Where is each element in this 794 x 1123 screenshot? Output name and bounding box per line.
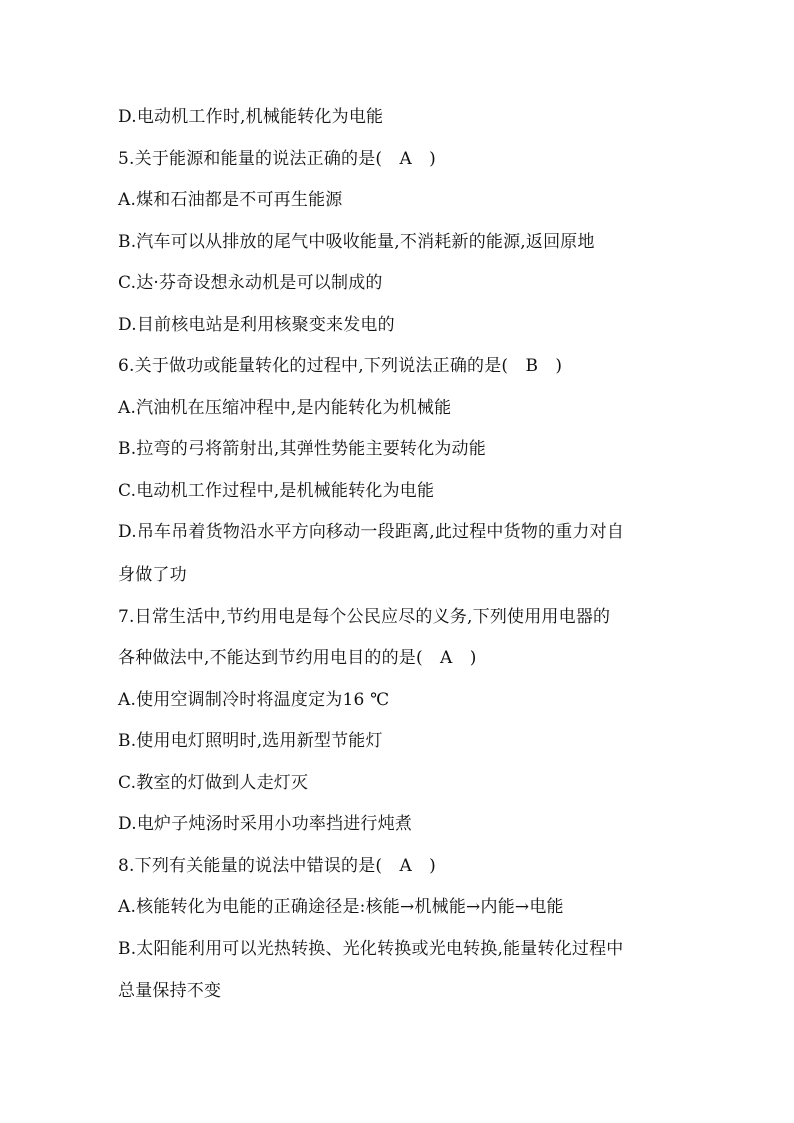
option-5d: D.目前核电站是利用核聚变来发电的 bbox=[118, 315, 395, 335]
option-4d: D.电动机工作时,机械能转化为电能 bbox=[118, 107, 384, 127]
option-8a: A.核能转化为电能的正确途径是:核能→机械能→内能→电能 bbox=[118, 897, 564, 917]
option-5c: C.达·芬奇设想永动机是可以制成的 bbox=[118, 273, 383, 293]
option-5a: A.煤和石油都是不可再生能源 bbox=[118, 190, 343, 210]
option-7b: B.使用电灯照明时,选用新型节能灯 bbox=[118, 731, 383, 751]
option-6d-continued: 身做了功 bbox=[118, 565, 187, 585]
option-5b: B.汽车可以从排放的尾气中吸收能量,不消耗新的能源,返回原地 bbox=[118, 232, 595, 252]
question-8: 8.下列有关能量的说法中错误的是( A ) bbox=[118, 856, 436, 876]
question-7: 7.日常生活中,节约用电是每个公民应尽的义务,下列使用用电器的 bbox=[118, 607, 611, 627]
option-6d: D.吊车吊着货物沿水平方向移动一段距离,此过程中货物的重力对自 bbox=[118, 522, 625, 542]
question-5: 5.关于能源和能量的说法正确的是( A ) bbox=[118, 149, 436, 169]
question-7-continued: 各种做法中,不能达到节约用电目的的是( A ) bbox=[118, 648, 477, 668]
option-7d: D.电炉子炖汤时采用小功率挡进行炖煮 bbox=[118, 814, 413, 834]
option-8b: B.太阳能利用可以光热转换、光化转换或光电转换,能量转化过程中 bbox=[118, 939, 624, 959]
option-6b: B.拉弯的弓将箭射出,其弹性势能主要转化为动能 bbox=[118, 439, 486, 459]
question-6: 6.关于做功或能量转化的过程中,下列说法正确的是( B ) bbox=[118, 356, 563, 376]
option-8b-continued: 总量保持不变 bbox=[118, 981, 222, 1001]
option-7c: C.教室的灯做到人走灯灭 bbox=[118, 773, 309, 793]
option-7a: A.使用空调制冷时将温度定为16 ℃ bbox=[118, 690, 390, 710]
option-6a: A.汽油机在压缩冲程中,是内能转化为机械能 bbox=[118, 398, 452, 418]
option-6c: C.电动机工作过程中,是机械能转化为电能 bbox=[118, 481, 435, 501]
